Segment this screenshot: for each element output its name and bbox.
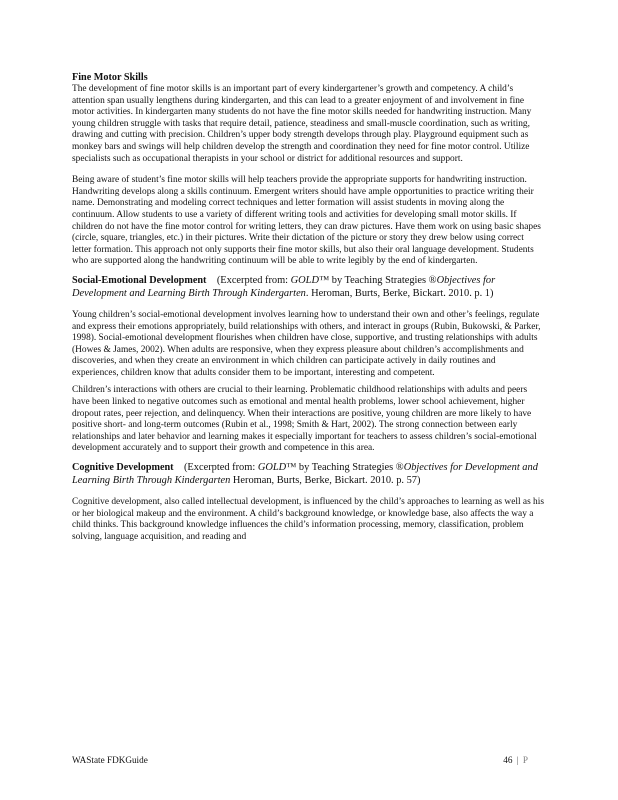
page-content xyxy=(72,72,544,543)
social-emotional-paragraph-2: Children’s interactions with others are crucial to their learning. Problematic childhood relationships with adults and peers have been linked to negative outcomes such as emotional and mental health problems, lower school achievement, higher dropout rates, peer rejection, and delinquency. When their interactions are positive, young children are more likely to have positive short- and long-term outcomes (Rubin et al., 1998; Smith & Hart, 2002). The strong connection between early relationships and later behavior and learning makes it especially important for teachers to assess children’s social-emotional development accurately and to support their growth and competence in this area. xyxy=(72,385,537,454)
social-cite-gold: GOLD™ xyxy=(290,274,330,286)
footer-separator: | xyxy=(516,755,519,765)
cognitive-cite-prefix: (Excerpted from: xyxy=(183,462,258,474)
cognitive-cite-title: Objectives for Development and Learning Birth Through Kindergarten xyxy=(72,462,538,487)
cognitive-heading-line xyxy=(72,461,544,487)
cognitive-cite-gold: GOLD™ xyxy=(257,462,297,474)
cognitive-cite-suffix: Heroman, Burts, Berke, Bickart. 2010. p. 57) xyxy=(230,475,421,487)
cognitive-paragraph-1: Cognitive development, also called intellectual development, is influenced by the child’s approaches to learning as well as his or her biological makeup and the environment. A child’s background knowledge, or knowledge base, also affects the way a child thinks. This background knowledge influences the child’s information processing, memory, classification, problem solving, language acquisition, and reading and xyxy=(72,497,544,542)
social-cite-title: Objectives for Development and Learning Birth Through Kindergarten xyxy=(72,274,496,299)
heading-cognitive-development: Cognitive Development xyxy=(72,462,174,474)
social-emotional-paragraph-1: Young children’s social-emotional development involves learning how to understand their own and other’s feelings, regulate and express their emotions appropriately, build relationships with others, and interact in groups (Rubin, Bukowski, & Parker, 1998). Social-emotional development flourishes when children have close, supportive, and trusting relationships with adults (Howes & James, 2002). When adults are responsive, when they express pleasure about children’s accomplishments and discoveries, and when they create an environment in which children can participate actively in daily routines and experiences, children know that adults consider them to be important, interesting and competent. xyxy=(72,309,541,378)
social-emotional-heading-line xyxy=(72,274,544,300)
fine-motor-paragraph-2: Being aware of student’s fine motor skills will help teachers provide the appropriate supports for handwriting instruction. Handwriting develops along a skills continuum. Emergent writers should have ample opportunities to practice writing their name. Demonstrating and modeling correct techniques and letter formation will assist students in moving along the continuum. Allow students to use a variety of different writing tools and activities for developing small motor skills. If children do not have the fine motor control for writing letters, they can draw pictures. Have them work on using basic shapes (circle, square, triangles, etc.) in their pictures. Write their dictation of the picture or story they drew below using correct letter formation. This approach not only supports their fine motor skills, but also their oral language development. Students who are supported along the handwriting continuum will be able to write legibly by the end of kindergarten. xyxy=(72,175,541,267)
social-cite-prefix: (Excerpted from: xyxy=(216,274,291,286)
heading-fine-motor-skills: Fine Motor Skills xyxy=(72,72,148,83)
social-cite-by: by Teaching Strategies ® xyxy=(329,274,437,286)
footer-page-info xyxy=(503,754,528,766)
page-number: 46 xyxy=(503,755,513,765)
fine-motor-paragraph-1: The development of fine motor skills is an important part of every kindergartener’s growth and competency. A child’s attention span usually lengthens during kindergarten, and this can lead to a greater enjoyment of and involvement in fine motor activities. In kindergarten many students do not have the fine motor skills needed for handwriting instruction. Many young children struggle with tasks that require detail, patience, steadiness and small-muscle coordination, such as writing, drawing and cutting with precision. Children’s upper body strength develops through play. Playground equipment such as monkey bars and swings will help children develop the strength and coordination they need for fine motor control. Utilize specialists such as occupational therapists in your school or district for additional resources and support. xyxy=(72,84,532,164)
footer-title: WAState FDKGuide xyxy=(72,755,148,765)
page-label: P xyxy=(522,755,528,765)
cognitive-cite-by: by Teaching Strategies ® xyxy=(296,462,404,474)
social-cite-suffix: . Heroman, Burts, Berke, Bickart. 2010. p. 1) xyxy=(305,287,494,299)
heading-social-emotional: Social-Emotional Development xyxy=(72,274,207,286)
